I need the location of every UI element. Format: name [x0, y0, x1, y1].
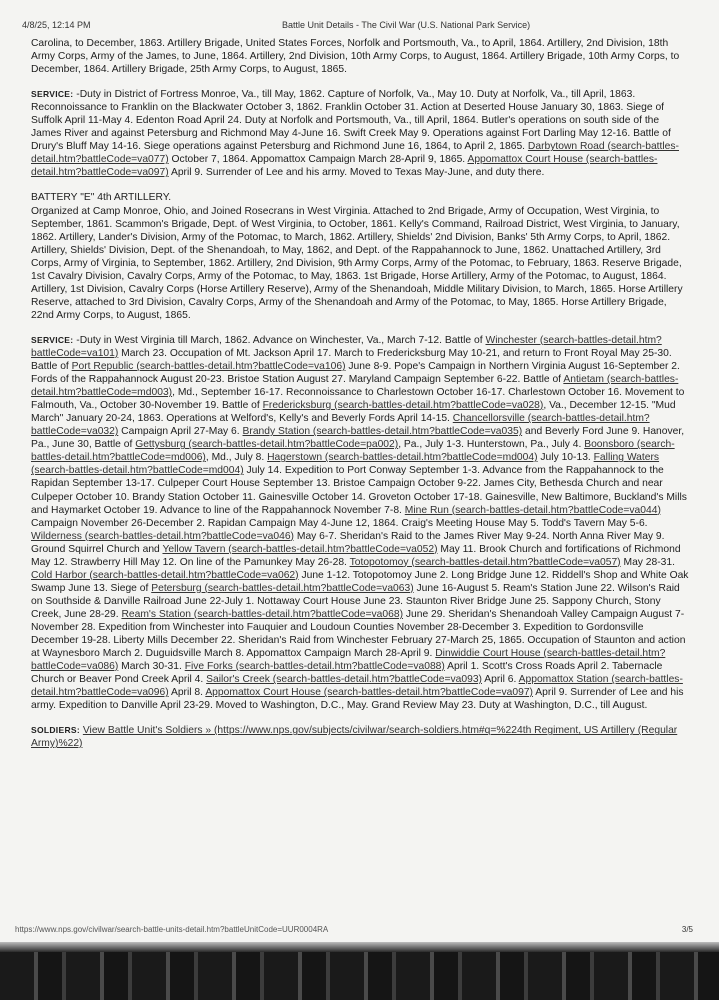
- service-text-segment: and Beverly Ford June 9. Hanover, Pa., June 30, Battle of: [31, 426, 685, 451]
- service-text-segment: Campaign April 27-May 6.: [118, 426, 243, 438]
- service-text-segment: June 29. Sheridan's Shenandoah Valley Campaign August 7-November 28. Expedition from Winchester into Fauquier and Loudoun Counties November 28-December 3. Expedition to Gordonsville December 19-28. Liberty Mills December 22. Sheridan's Raid from Winchester February 27-March 25, 1865. Occupation of Staunton and action at Waynesboro March 2. Duguidsville March 8. Appomattox Campaign March 28-April 9.: [31, 608, 686, 660]
- service-text-segment: Campaign November 26-December 2. Rapidan Campaign May 4-June 12, 1864. Craig's Meeting House May 5. Todd's Tavern May 5-6.: [31, 517, 648, 529]
- battle-link[interactable]: Wilderness (search-battles-detail.htm?battleCode=va046): [31, 530, 294, 542]
- battery-organization: Organized at Camp Monroe, Ohio, and Joined Rosecrans in West Virginia. Attached to 2nd Brigade, Army of Occupation, West Virginia, to September, 1861. Scammon's Brigade, Dept. of West Virginia, to October, 1861. Kelly's Command, Railroad District, West Virginia, to January, 1862. Artillery, Lander's Division, Army of the Potomac, to March, 1862. Artillery, Shields' 2nd Division, Banks' 5th Army Corps, to April, 1862. Artillery, Shields' Division, Dept. of the Shenandoah, to May, 1862, and Dept. of the Rappahannock to June, 1862. Unattached Artillery, 3rd Corps, Army of Virginia, to September, 1862. Artillery, 2nd Division, 9th Army Corps, Army of the Potomac, to February, 1863. Reserve Brigade, 1st Cavalry Division, Cavalry Corps, Army of the Potomac, to May, 1863. 1st Brigade, Horse Artillery, Army of the Potomac, to August, 1864. Artillery, 1st Division, Cavalry Corps (Horse Artillery Reserve), Army of the Shenandoah, Middle Military Division, to March, 1865. Horse Artillery Reserve, attached to 3rd Division, Cavalry Corps, Army of the Shenandoah and Army of the Potomac, to May, 1865. Horse Artillery Brigade, 22nd Army Corps, to August, 1865.: [31, 205, 683, 321]
- page-number: 3/5: [681, 925, 693, 934]
- service-text-segment: April 9. Surrender of Lee and his army. Moved to Texas May-June, and duty there.: [168, 167, 545, 179]
- battle-link[interactable]: Antietam (search-battles-detail.htm?battleCode=md003): [31, 374, 679, 399]
- battle-link[interactable]: Winchester (search-battles-detail.htm?battleCode=va101): [31, 334, 662, 359]
- battle-link[interactable]: Sailor's Creek (search-battles-detail.htm?battleCode=va093): [206, 674, 482, 686]
- battle-link[interactable]: Chancellorsville (search-battles-detail.htm?battleCode=va032): [31, 413, 650, 438]
- battle-link[interactable]: Ream's Station (search-battles-detail.htm?battleCode=va068): [121, 608, 403, 620]
- print-date: 4/8/25, 12:14 PM: [22, 20, 91, 30]
- battle-link[interactable]: Appomattox Court House (search-battles-detail.htm?battleCode=va097): [31, 154, 658, 179]
- soldiers-section: [31, 724, 691, 750]
- page-url: https://www.nps.gov/civilwar/search-battle-units-detail.htm?battleUnitCode=UUR0004RA: [15, 925, 329, 934]
- battle-link[interactable]: Darbytown Road (search-battles-detail.htm?battleCode=va077): [31, 141, 679, 166]
- service-section-battery-d: [31, 88, 691, 179]
- battle-link[interactable]: Appomattox Court House (search-battles-detail.htm?battleCode=va097): [205, 687, 533, 699]
- view-soldiers-link[interactable]: View Battle Unit's Soldiers » (https://www.nps.gov/subjects/civilwar/search-soldiers.htm#q=%224th Regiment, US Artillery (Regular Army)%22): [31, 725, 678, 750]
- print-footer: [15, 925, 697, 937]
- service-text: [31, 335, 688, 711]
- service-text-segment: April 9. Surrender of Lee and his army. Expedition to Danville April 23-29. Moved to Washington, D.C., May. Grand Review May 23. Duty at Washington, D.C., till August.: [31, 687, 684, 712]
- service-text-segment: March 30-31.: [118, 661, 185, 673]
- service-label: SERVICE:: [31, 89, 74, 100]
- battle-link[interactable]: Brandy Station (search-battles-detail.htm?battleCode=va035): [242, 426, 523, 438]
- service-text-segment: June 16-August 5. Ream's Station June 22. Wilson's Raid on Southside & Danville Railroad June 22-July 1. Nottaway Court House June 23. Staunton River Bridge June 25. Sappony Church, Stony Creek, June 28-29.: [31, 582, 680, 620]
- service-text-segment: -Duty in District of Fortress Monroe, Va., till May, 1862. Capture of Norfolk, Va., May 10. Duty at Norfolk, Va., till April, 1863. Reconnoissance to Franklin on the Blackwater October 3, 1862. Franklin October 31. Action at Deserted House January 30, 1863. Siege of Suffolk April 11-May 4. Edenton Road April 24. Duty at Norfolk and Portsmouth, Va., till April, 1864. Butler's operations on south side of the James River and against Petersburg and Richmond May 4-June 16. Swift Creek May 9. Operations against Fort Darling May 12-16. Battle of Drury's Bluff May 14-16. Siege operations against Petersburg and Richmond June 16, 1864, to April 2, 1865.: [31, 89, 671, 153]
- battle-link[interactable]: Port Republic (search-battles-detail.htm?battleCode=va106): [71, 361, 346, 373]
- service-text-segment: July 10-13.: [537, 452, 594, 464]
- battle-link[interactable]: Five Forks (search-battles-detail.htm?battleCode=va088): [184, 661, 445, 673]
- service-text-segment: , Va., December 12-15. "Mud March" January 20-24, 1863. Operations at Welford's, Kelly's and Beverly Fords April 14-15.: [31, 400, 676, 425]
- battle-link[interactable]: Mine Run (search-battles-detail.htm?battleCode=va044): [404, 504, 661, 516]
- service-label: SERVICE:: [31, 334, 74, 345]
- service-text-segment: April 8.: [168, 687, 206, 699]
- service-text-segment: May 6-7. Sheridan's Raid to the James River May 9-24. North Anna River May 9. Ground Squirrel Church and: [31, 530, 665, 555]
- print-header: [22, 20, 697, 34]
- service-text-segment: , Pa., July 1-3. Hunterstown, Pa., July 4.: [398, 439, 585, 451]
- battle-link[interactable]: Totopotomoy (search-battles-detail.htm?battleCode=va057): [349, 556, 621, 568]
- battle-link[interactable]: Falling Waters (search-battles-detail.htm?battleCode=md004): [31, 452, 660, 477]
- service-text-segment: March 23. Occupation of Mt. Jackson April 17. March to Fredericksburg May 10-21, and return to Front Royal May 25-30. Battle of: [31, 347, 672, 373]
- soldiers-label: SOLDIERS:: [31, 725, 80, 736]
- service-text-segment: , Md., July 8.: [205, 452, 268, 464]
- battle-link[interactable]: Appomattox Station (search-battles-detail.htm?battleCode=va096): [31, 674, 683, 699]
- battle-link[interactable]: Hagerstown (search-battles-detail.htm?battleCode=md004): [267, 452, 538, 464]
- battle-link[interactable]: Fredericksburg (search-battles-detail.htm?battleCode=va028): [262, 400, 544, 412]
- service-text-segment: May 11. Brook Church and fortifications of Richmond May 12. Strawberry Hill May 12. On line of the Pamunkey May 26-28.: [31, 543, 681, 568]
- service-text-segment: July 14. Expedition to Port Conway September 1-3. Advance from the Rappahannock to the Rapidan September 13-17. Culpeper Court House September 13. Bristoe Campaign October 9-22. James City, Bethesda Church and near Culpeper October 10. Brandy Station October 11. Gainesville October 14. Groveton October 17-18. Gainesville, New Baltimore, Buckland's Mills and Haymarket October 19. Advance to line of the Rappahannock November 7-8.: [31, 465, 687, 516]
- battle-link[interactable]: Gettysburg (search-battles-detail.htm?battleCode=pa002): [135, 439, 399, 451]
- service-text-segment: June 8-9. Pope's Campaign in Northern Virginia August 16-September 2. Fords of the Rappahannock August 20-23. Bristoe Station August 27. Maryland Campaign September 6-22. Battle of: [31, 361, 680, 386]
- service-text-segment: May 28-31.: [620, 556, 675, 568]
- service-text-segment: , Md., September 16-17. Reconnoissance to Charlestown October 16-17. Charlestown October 16. Movement to Falmouth, Va., October 30-November 19. Battle of: [31, 387, 685, 412]
- battle-link[interactable]: Yellow Tavern (search-battles-detail.htm?battleCode=va052): [162, 543, 438, 555]
- service-text: [31, 89, 679, 178]
- service-text-segment: October 7, 1864. Appomattox Campaign March 28-April 9, 1865.: [168, 154, 468, 166]
- battle-link[interactable]: Dinwiddie Court House (search-battles-detail.htm?battleCode=va086): [31, 648, 666, 673]
- document-body: [31, 37, 691, 750]
- organization-continuation: Carolina, to December, 1863. Artillery Brigade, United States Forces, Norfolk and Portsmouth, Va., to April, 1864. Artillery, 2nd Division, 18th Army Corps, Army of the James, to June, 1864. Artillery, 2nd Division, 10th Army Corps, to August, 1864. Artillery Brigade, 10th Army Corps, to December, 1864. Artillery Brigade, 25th Army Corps, to August, 1865.: [31, 38, 680, 76]
- service-text-segment: April 6.: [481, 674, 519, 686]
- service-section-battery-e: [31, 334, 691, 712]
- scanner-edge: [0, 942, 719, 1000]
- battle-link[interactable]: Cold Harbor (search-battles-detail.htm?battleCode=va062): [31, 569, 299, 581]
- service-text-segment: April 1. Scott's Cross Roads April 2. Tabernacle Church or Beaver Pond Creek April 4.: [31, 661, 663, 686]
- service-text-segment: -Duty in West Virginia till March, 1862. Advance on Winchester, Va., March 7-12. Battle of: [73, 334, 486, 346]
- battle-link[interactable]: Boonsboro (search-battles-detail.htm?battleCode=md006): [31, 439, 675, 464]
- service-text-segment: June 1-12. Totopotomoy June 2. Long Bridge June 12. Riddell's Shop and White Oak Swamp June 13. Siege of: [31, 569, 689, 594]
- battle-link[interactable]: Petersburg (search-battles-detail.htm?battleCode=va063): [151, 582, 414, 594]
- page-title: Battle Unit Details - The Civil War (U.S. National Park Service): [282, 20, 531, 30]
- battery-heading: BATTERY "E" 4th ARTILLERY.: [31, 192, 172, 204]
